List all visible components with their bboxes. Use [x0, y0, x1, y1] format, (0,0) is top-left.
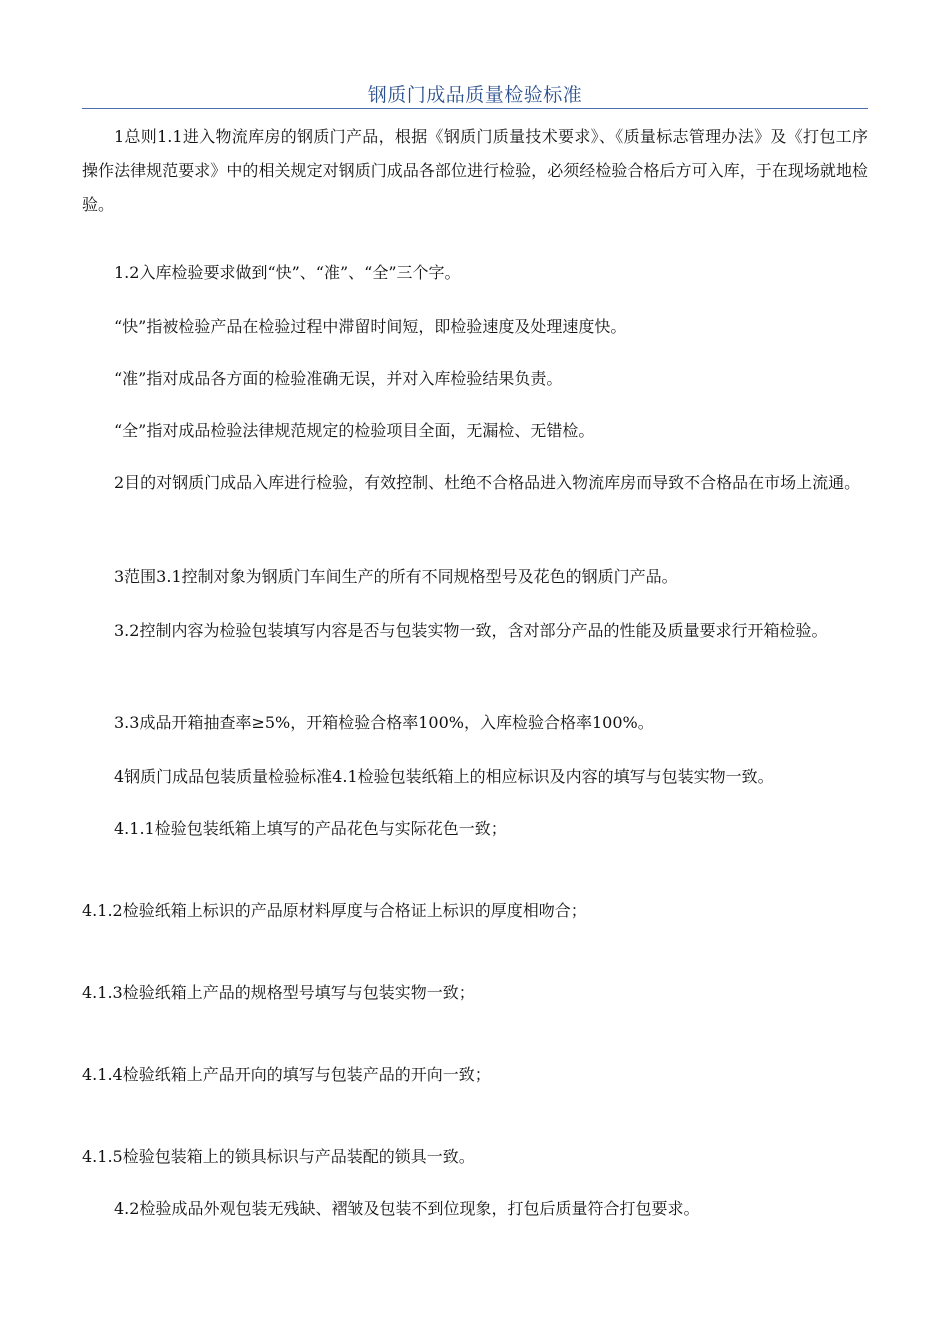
- paragraph-general: 1总则1.1进入物流库房的钢质门产品，根据《钢质门质量技术要求》、《质量标志管理办法》及《打包工序操作法律规范要求》中的相关规定对钢质门成品各部位进行检验，必须经检验合格后方可入库，于在现场就地检验。: [82, 127, 868, 214]
- paragraph-scope: 3范围3.1控制对象为钢质门车间生产的所有不同规格型号及花色的钢质门产品。: [114, 567, 678, 586]
- paragraph-packaging-standard: 4钢质门成品包装质量检验标准4.1检验包装纸箱上的相应标识及内容的填写与包装实物一致。: [114, 767, 774, 786]
- paragraph-sampling-rate: 3.3成品开箱抽查率≥5%，开箱检验合格率100%，入库检验合格率100%。: [114, 713, 654, 732]
- title-underline: [82, 108, 868, 109]
- paragraph-item-4-2: 4.2检验成品外观包装无残缺、褶皱及包装不到位现象，打包后质量符合打包要求。: [114, 1199, 700, 1218]
- document-title: 钢质门成品质量检验标准: [367, 84, 583, 106]
- paragraph-control-content: 3.2控制内容为检验包装填写内容是否与包装实物一致，含对部分产品的性能及质量要求行开箱检验。: [114, 621, 828, 640]
- paragraph-requirements: 1.2入库检验要求做到“快”、“准”、“全”三个字。: [114, 263, 461, 282]
- paragraph-item-4-1-5: 4.1.5检验包装箱上的锁具标识与产品装配的锁具一致。: [82, 1147, 475, 1166]
- paragraph-item-4-1-2: 4.1.2检验纸箱上标识的产品原材料厚度与合格证上标识的厚度相吻合；: [82, 901, 587, 920]
- paragraph-item-4-1-4: 4.1.4检验纸箱上产品开向的填写与包装产品的开向一致；: [82, 1065, 491, 1084]
- paragraph-complete: “全”指对成品检验法律规范规定的检验项目全面，无漏检、无错检。: [114, 421, 595, 440]
- paragraph-fast: “快”指被检验产品在检验过程中滞留时间短，即检验速度及处理速度快。: [114, 317, 627, 336]
- paragraph-item-4-1-1: 4.1.1检验包装纸箱上填写的产品花色与实际花色一致；: [114, 819, 507, 838]
- paragraph-accurate: “准”指对成品各方面的检验准确无误，并对入库检验结果负责。: [114, 369, 563, 388]
- paragraph-item-4-1-3: 4.1.3检验纸箱上产品的规格型号填写与包装实物一致；: [82, 983, 475, 1002]
- paragraph-purpose: 2目的对钢质门成品入库进行检验，有效控制、杜绝不合格品进入物流库房而导致不合格品在市场上流通。: [114, 473, 861, 492]
